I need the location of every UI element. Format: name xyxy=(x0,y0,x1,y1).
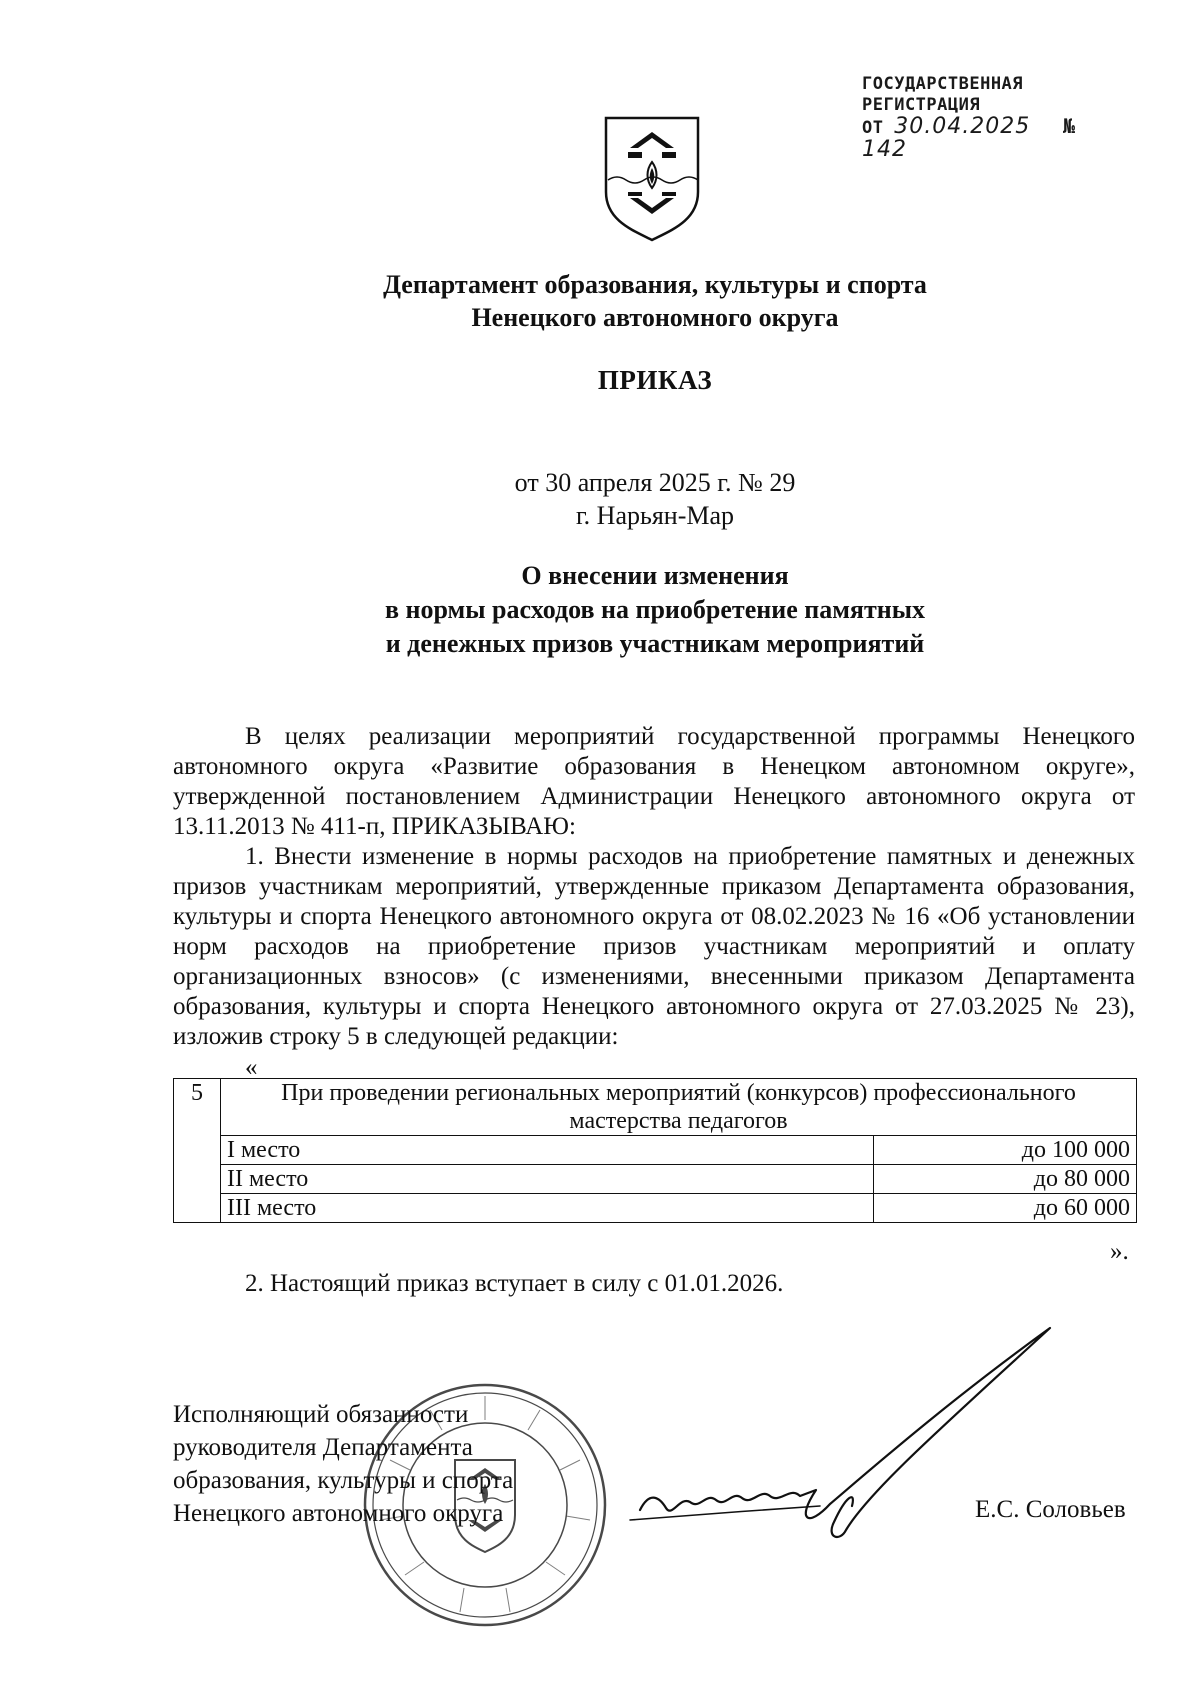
registration-stamp xyxy=(862,74,1122,162)
table-row xyxy=(174,1079,1137,1136)
order-date-block xyxy=(0,466,1200,532)
registration-from-label: ОТ xyxy=(862,118,884,138)
signer-line-1: Исполняющий обязанности xyxy=(173,1401,469,1428)
registration-line-2: РЕГИСТРАЦИЯ xyxy=(862,95,981,115)
place-cell: I место xyxy=(221,1136,874,1165)
preamble-paragraph: В целях реализации мероприятий государственной программы Ненецкого автономного округа «Развитие образования в Ненецком автономном округе», утвержденной постановлением Администрации Ненецкого автономного округа от 13.11.2013 № 411-п, ПРИКАЗЫВАЮ: xyxy=(173,723,1135,840)
subject-line-2: в нормы расходов на приобретение памятных xyxy=(384,595,926,624)
table-row xyxy=(174,1194,1137,1223)
row-heading-cell: При проведении региональных мероприятий (конкурсов) профессионального мастерства педагогов xyxy=(221,1079,1137,1136)
registration-line-1: ГОСУДАРСТВЕННАЯ xyxy=(862,74,1024,94)
amount-cell: до 100 000 xyxy=(874,1136,1137,1165)
table-row xyxy=(174,1165,1137,1194)
item-2-paragraph: 2. Настоящий приказ вступает в силу с 01.01.2026. xyxy=(245,1270,784,1297)
item-1-paragraph: 1. Внести изменение в нормы расходов на приобретение памятных и денежных призов участникам мероприятий, утвержденные приказом Департамента образования, культуры и спорта Ненецкого автономного округа от 08.02.2023 № 16 «Об установлении норм расходов на приобретение призов участникам мероприятий и оплату организационных взносов» (с изменениями, внесенными приказом Департамента образования, культуры и спорта Ненецкого автономного округа от 27.03.2025 № 23), изложив строку 5 в следующей редакции: xyxy=(173,843,1135,1050)
place-cell: III место xyxy=(221,1194,874,1223)
subject-line-1: О внесении изменения xyxy=(521,561,789,590)
department-line-2: Ненецкого автономного округа xyxy=(471,303,839,332)
open-quote: « xyxy=(245,1054,258,1081)
amount-cell: до 80 000 xyxy=(874,1165,1137,1194)
order-subject xyxy=(0,559,1200,661)
order-body xyxy=(173,722,1135,1052)
amount-cell: до 60 000 xyxy=(874,1194,1137,1223)
registration-number: 142 xyxy=(862,137,907,162)
table-row xyxy=(174,1136,1137,1165)
registration-number-sign: № xyxy=(1062,114,1076,138)
signer-line-4: Ненецкого автономного округа xyxy=(173,1500,504,1527)
signer-title-block xyxy=(173,1398,513,1530)
department-line-1: Департамент образования, культуры и спорта xyxy=(383,270,927,299)
coat-of-arms-icon xyxy=(602,114,702,244)
row-number-cell: 5 xyxy=(174,1079,221,1223)
registration-line-3 xyxy=(862,116,1122,162)
document-type-title: ПРИКАЗ xyxy=(597,365,713,395)
norms-table xyxy=(173,1078,1137,1223)
signer-line-3: образования, культуры и спорта xyxy=(173,1467,514,1494)
registration-date: 30.04.2025 xyxy=(894,114,1031,139)
order-date-line: от 30 апреля 2025 г. № 29 xyxy=(514,468,796,497)
signer-name: Е.С. Соловьев xyxy=(975,1496,1126,1523)
subject-line-3: и денежных призов участникам мероприятий xyxy=(385,629,925,658)
order-city: г. Нарьян-Мар xyxy=(575,501,735,530)
place-cell: II место xyxy=(221,1165,874,1194)
department-name xyxy=(0,268,1200,334)
close-quote: ». xyxy=(1110,1238,1129,1265)
signer-line-2: руководителя Департамента xyxy=(173,1434,473,1461)
